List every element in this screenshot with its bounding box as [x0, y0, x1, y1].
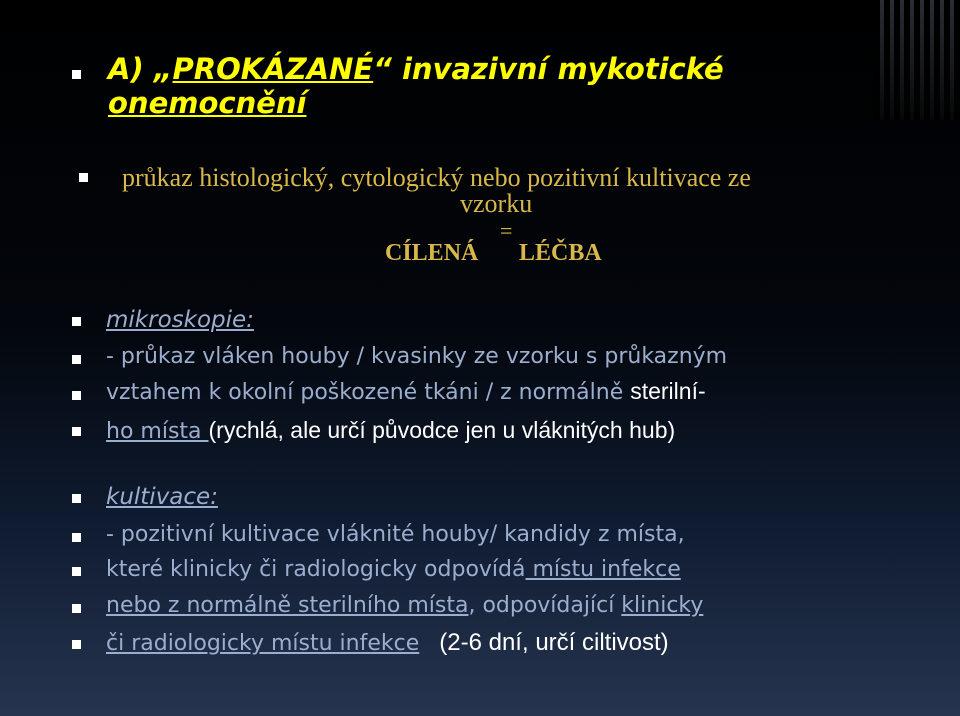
slide-title-line1: A) „PROKÁZANÉ“ invazivní mykotické: [108, 52, 724, 86]
culture-label: kultivace:: [106, 484, 218, 510]
microscopy-line2: vztahem k okolní poškozené tkáni / z normálně sterilní-: [106, 378, 706, 405]
culture-line3: nebo z normálně sterilního místa, odpovídající klinicky: [106, 593, 704, 618]
diagnosis-line2: vzorku: [460, 189, 533, 218]
culture-line2: které klinicky či radiologicky odpovídá místu infekce: [106, 557, 681, 582]
bullet-icon: [72, 567, 81, 576]
title-emphasis: PROKÁZANÉ: [172, 52, 374, 86]
bullet-icon: [72, 355, 81, 364]
bullet-icon: [79, 173, 88, 182]
bullet-icon: [72, 640, 81, 649]
bullet-icon: [72, 391, 81, 400]
bullet-icon: [72, 533, 81, 542]
diagnosis-equals: =: [500, 218, 513, 243]
bullet-icon: [72, 494, 81, 503]
bullet-icon: [72, 70, 81, 79]
diagnosis-line1: průkaz histologický, cytologický nebo pozitivní kultivace ze: [122, 163, 751, 192]
therapy-right: LÉČBA: [519, 240, 602, 266]
bullet-icon: [72, 317, 81, 326]
microscopy-line3: ho místa (rychlá, ale určí původce jen u vláknitých hub): [106, 417, 676, 444]
microscopy-label: mikroskopie:: [106, 307, 254, 333]
bullet-icon: [72, 427, 81, 436]
microscopy-line1: - průkaz vláken houby / kvasinky ze vzorku s průkazným: [106, 344, 728, 369]
slide-title-line2: onemocnění: [108, 86, 307, 120]
therapy-left: CÍLENÁ: [385, 240, 479, 266]
bullet-icon: [72, 604, 81, 613]
culture-line1: - pozitivní kultivace vláknité houby/ kandidy z místa,: [106, 522, 685, 547]
culture-line4: či radiologicky místu infekce (2-6 dní, určí ciltivost): [106, 629, 669, 656]
